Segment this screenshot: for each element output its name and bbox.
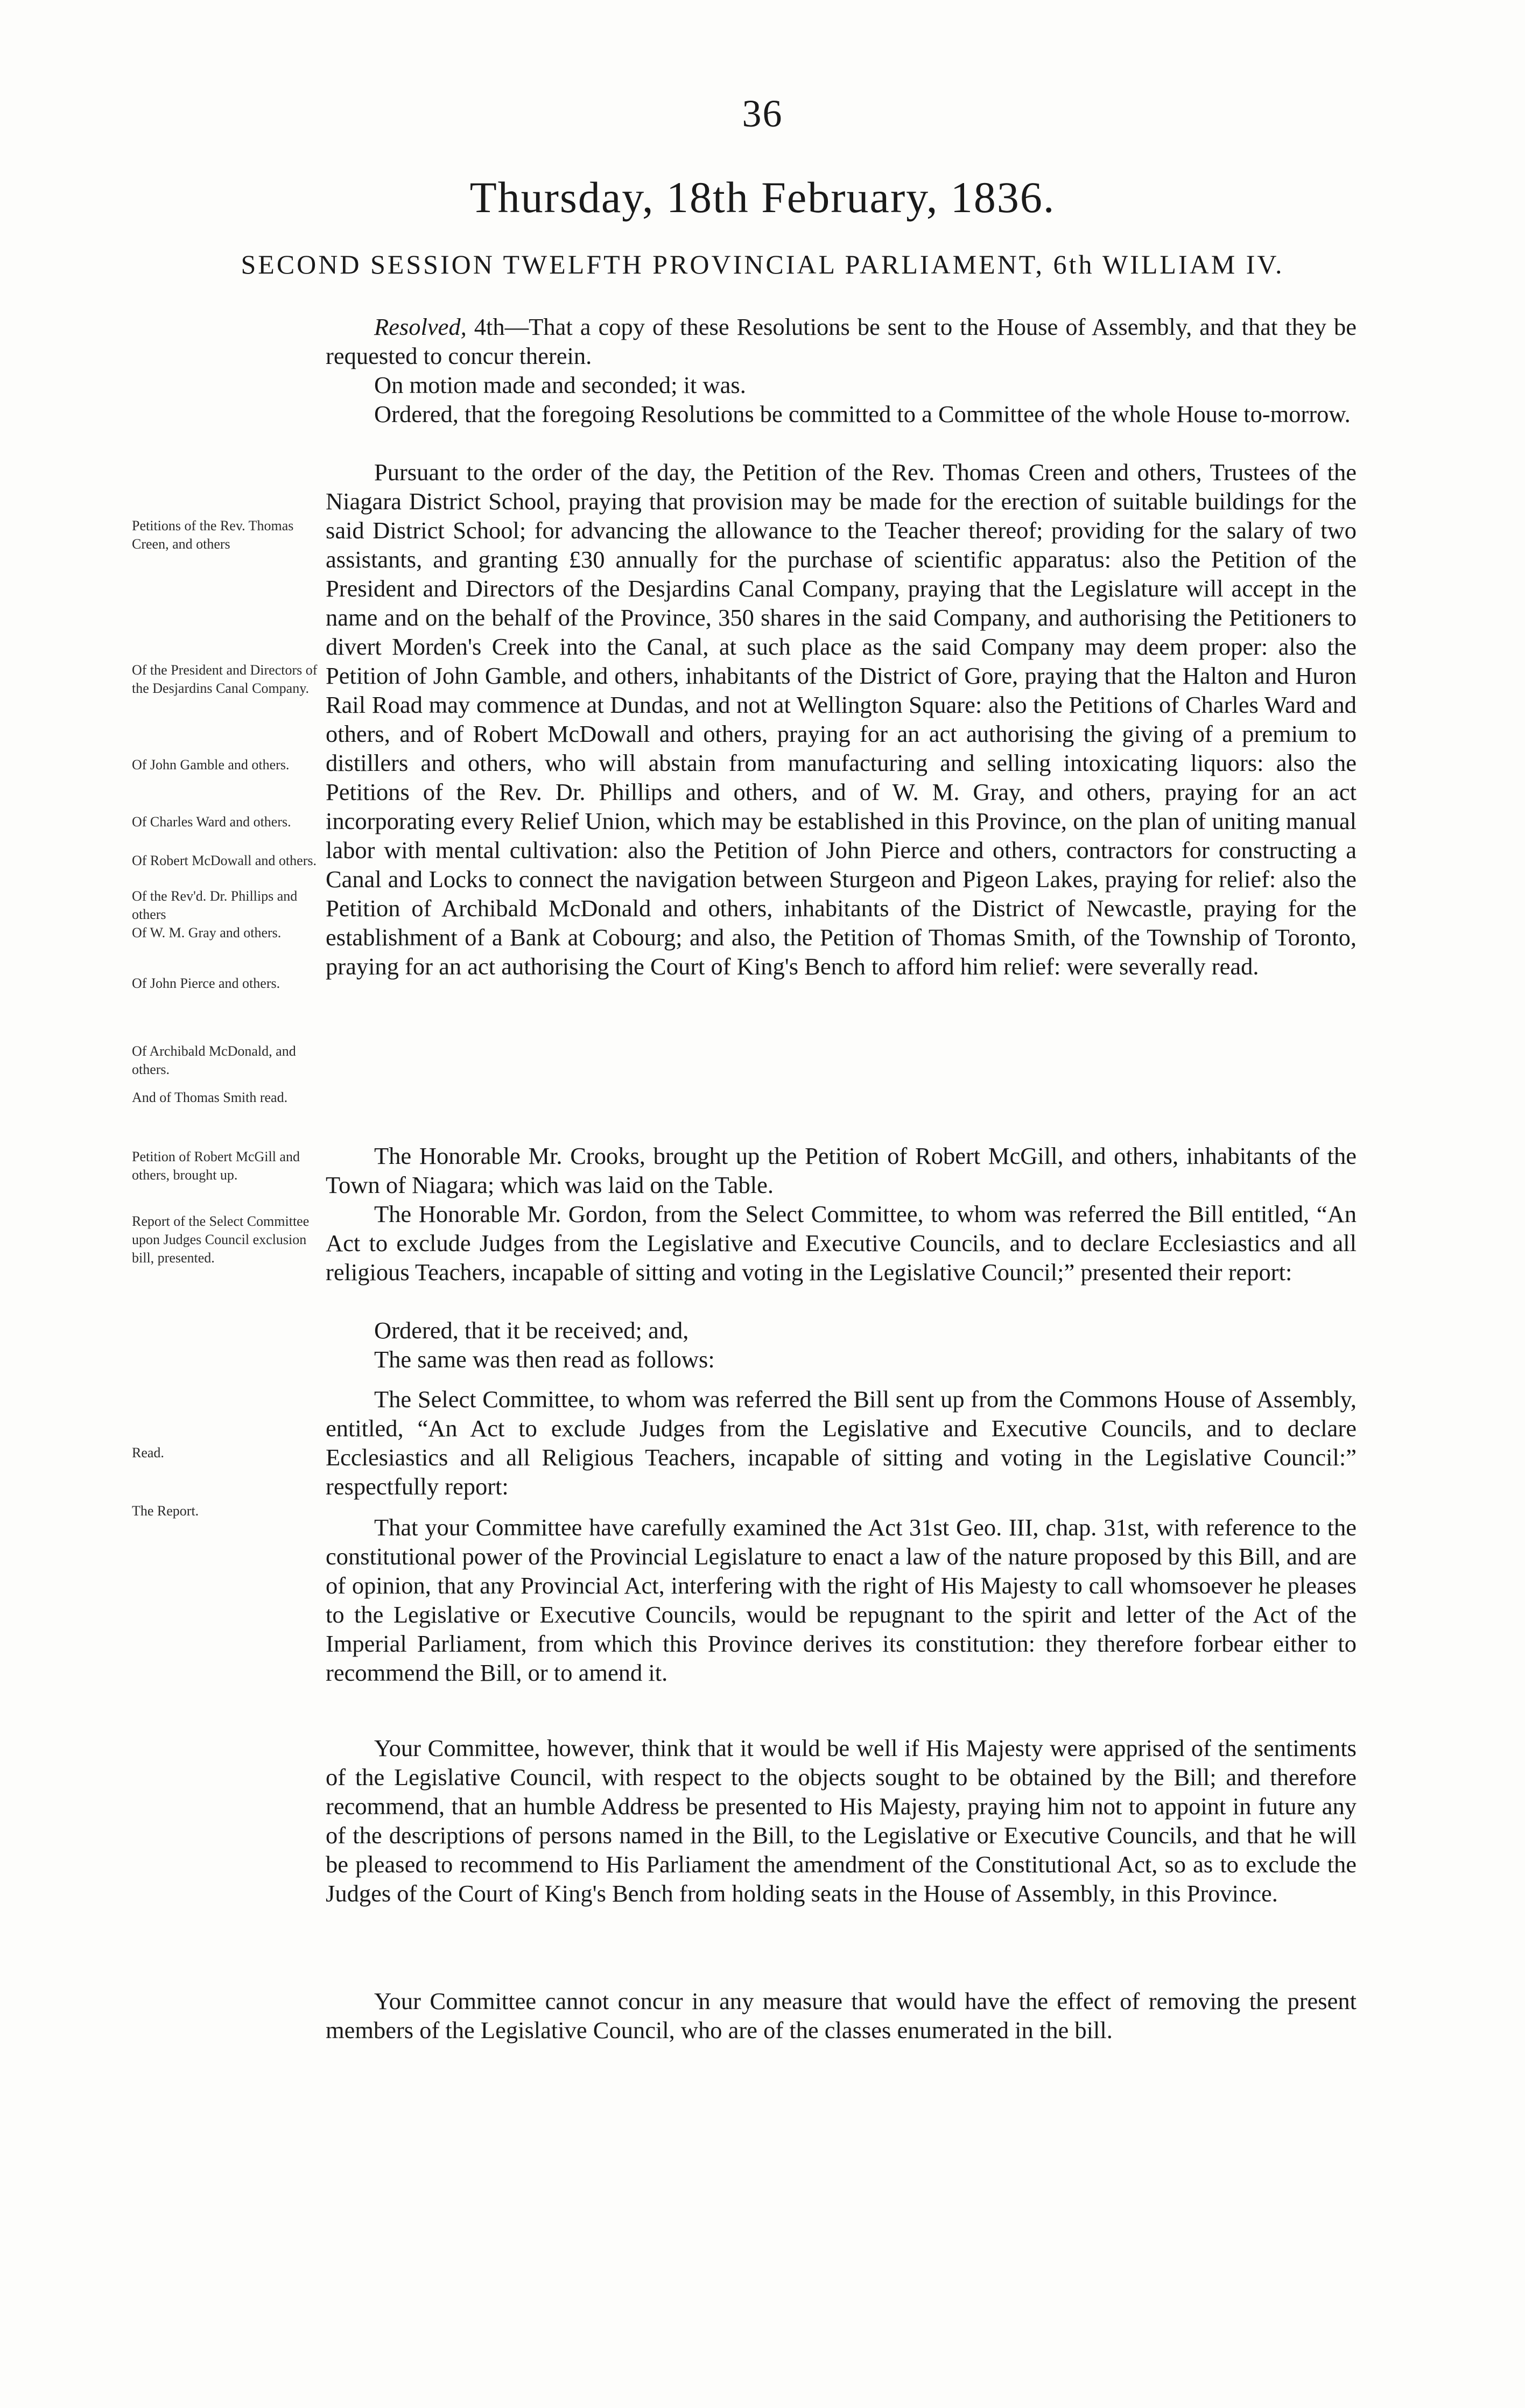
- read-as-follows-text: The same was then read as follows:: [374, 1346, 715, 1373]
- paragraph-crooks-petition: [326, 1141, 1357, 1199]
- report-address-text: Your Committee, however, think that it would be well if His Majesty were apprised of the sentiments of the Legislative Council, with respect to the objects sought to be obtained by the Bill; and therefore recommend, that an humble Address be presented to His Majesty, praying him not to appoint in future any of the descriptions of persons named in the Bill, to the Legislative or Executive Councils, and that he will be pleased to recommend to His Parliament the amendment of the Constitutional Act, so as to exclude the Judges of the Court of King's Bench from holding seats in the House of Assembly, in this Province.: [326, 1735, 1357, 1907]
- margin-note-gamble-petition: Of John Gamble and others.: [132, 757, 290, 773]
- margin-note-ward-petition: Of Charles Ward and others.: [132, 814, 291, 830]
- margin-note-smith-petition: And of Thomas Smith read.: [132, 1090, 288, 1105]
- margin-note-gray-petition: Of W. M. Gray and others.: [132, 925, 282, 940]
- paragraph-read-as-follows: [326, 1345, 1357, 1374]
- report-cannot-concur-text: Your Committee cannot concur in any measure that would have the effect of removing the present members of the Legislative Council, who are of the classes enumerated in the bill.: [326, 1988, 1357, 2044]
- ordered-committee-text: Ordered, that the foregoing Resolutions be committed to a Committee of the whole House to-morrow.: [374, 401, 1351, 427]
- resolved-lead: Resolved,: [374, 313, 467, 340]
- paragraph-petitions-read: [326, 458, 1357, 981]
- resolved-text: 4th—That a copy of these Resolutions be sent to the House of Assembly, and that they be requested to concur therein.: [326, 313, 1357, 369]
- paragraph-motion: [326, 370, 1357, 399]
- paragraph-report-examined: [326, 1513, 1357, 1687]
- margin-note-mcdonald-petition: Of Archibald McDonald, and others.: [132, 1043, 296, 1077]
- margin-note-phillips-petition: Of the Rev'd. Dr. Phillips and others: [132, 888, 298, 922]
- margin-note-read: Read.: [132, 1445, 164, 1461]
- crooks-petition-text: The Honorable Mr. Crooks, brought up the Petition of Robert McGill, and others, inhabitants of the Town of Niagara; which was laid on the Table.: [326, 1142, 1357, 1198]
- paragraph-ordered-received: [326, 1316, 1357, 1345]
- report-examined-text: That your Committee have carefully examined the Act 31st Geo. III, chap. 31st, with reference to the constitutional power of the Provincial Legislature to enact a law of the nature proposed by this Bill, and are of opinion, that any Provincial Act, interfering with the right of His Majesty to call whomsoever he pleases to the Legislative or Executive Councils, would be repugnant to the spirit and letter of the Act of the Imperial Parliament, from which this Province derives its constitution: they therefore forbear either to recommend the Bill, or to amend it.: [326, 1514, 1357, 1686]
- motion-text: On motion made and seconded; it was.: [374, 371, 746, 398]
- paragraph-gordon-report: [326, 1199, 1357, 1287]
- margin-note-mcdowall-petition: Of Robert McDowall and others.: [132, 853, 317, 868]
- paragraph-report-intro: [326, 1385, 1357, 1501]
- petitions-read-text: Pursuant to the order of the day, the Petition of the Rev. Thomas Creen and others, Trustees of the Niagara District School, praying that provision may be made for the erection of suitable buildings for the said District School; for advancing the allowance to the Teacher thereof; providing for the salary of two assistants, and granting £30 annually for the purchase of scientific apparatus: also the Petition of the President and Directors of the Desjardins Canal Company, praying that the Legislature will accept in the name and on the behalf of the Province, 350 shares in the said Company, and authorising the Petitioners to divert Morden's Creek into the Canal, at such place as the said Company may deem proper: also the Petition of John Gamble, and others, inhabitants of the District of Gore, praying that the Halton and Huron Rail Road may commence at Dundas, and not at Wellington Square: also the Petitions of Charles Ward and others, and of Robert McDowall and others, praying for an act authorising the giving of a premium to distillers and others, who will abstain from manufacturing and selling intoxicating liquors: also the Petitions of the Rev. Dr. Phillips and others, and of W. M. Gray, and others, praying for an act incorporating every Relief Union, which may be established in this Province, on the plan of uniting manual labor with mental cultivation: also the Petition of John Pierce and others, contractors for constructing a Canal and Locks to connect the navigation between Sturgeon and Pigeon Lakes, praying for relief: also the Petition of Archibald McDonald and others, inhabitants of the District of Newcastle, praying for the establishment of a Bank at Cobourg; and also, the Petition of Thomas Smith, of the Township of Toronto, praying for an act authorising the Court of King's Bench to afford him relief: were severally read.: [326, 459, 1357, 980]
- paragraph-resolved: [326, 312, 1357, 370]
- report-intro-text: The Select Committee, to whom was referred the Bill sent up from the Commons House of Assembly, entitled, “An Act to exclude Judges from the Legislative and Executive Councils, and to declare Ecclesiastics and all Religious Teachers, incapable of sitting and voting in the Legislative Council:” respectfully report:: [326, 1386, 1357, 1500]
- paragraph-report-cannot-concur: [326, 1986, 1357, 2045]
- margin-note-pierce-petition: Of John Pierce and others.: [132, 975, 280, 991]
- margin-note-desjardins-petition: Of the President and Directors of the Desjardins Canal Company.: [132, 662, 318, 696]
- date-heading: Thursday, 18th February, 1836.: [469, 173, 1056, 222]
- ordered-received-text: Ordered, that it be received; and,: [374, 1317, 689, 1344]
- margin-note-creen-petition: Petitions of the Rev. Thomas Creen, and others: [132, 518, 294, 552]
- paragraph-ordered-committee: [326, 399, 1357, 429]
- page-number: 36: [742, 92, 783, 135]
- paragraph-report-address: [326, 1733, 1357, 1908]
- margin-note-mcgill-petition: Petition of Robert McGill and others, brought up.: [132, 1149, 300, 1183]
- session-heading: SECOND SESSION TWELFTH PROVINCIAL PARLIAMENT, 6th WILLIAM IV.: [241, 249, 1284, 279]
- margin-note-select-committee-report: Report of the Select Committee upon Judges Council exclusion bill, presented.: [132, 1213, 310, 1266]
- margin-note-the-report: The Report.: [132, 1503, 199, 1519]
- gordon-report-text: The Honorable Mr. Gordon, from the Select Committee, to whom was referred the Bill entitled, “An Act to exclude Judges from the Legislative and Executive Councils, and to declare Ecclesiastics and all religious Teachers, incapable of sitting and voting in the Legislative Council;” presented their report:: [326, 1201, 1357, 1286]
